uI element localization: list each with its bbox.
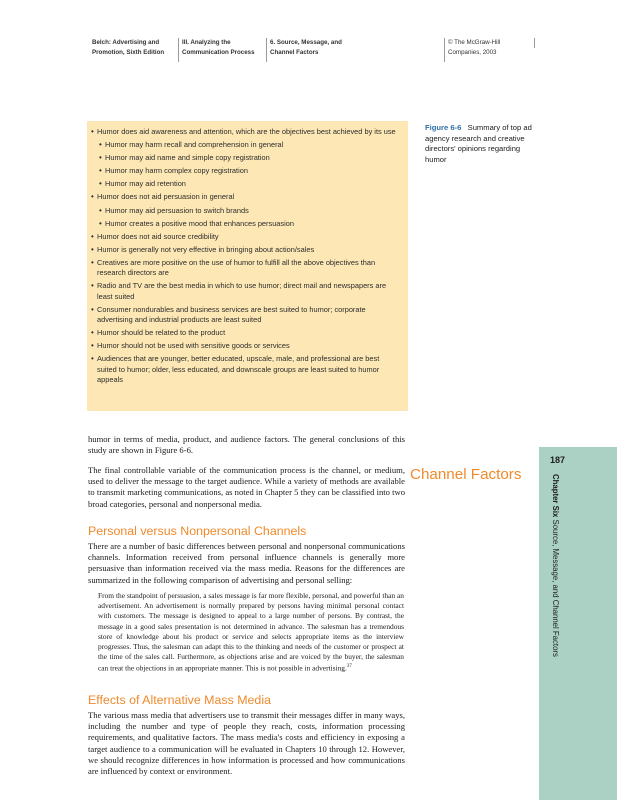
bullet-icon: • [91, 281, 94, 291]
header-chapter-title-line1: 6. Source, Message, and [270, 39, 342, 46]
paragraph-channel-intro: The final controllable variable of the communication process is the channel, or medium, used to deliver the message to the target audience. While a variety of methods are available to transmit marketing communications, as noted in Chapter 5 they can be classified into two broad categories, personal and nonpersonal media. [88, 465, 405, 509]
bullet-icon: • [91, 354, 94, 364]
page-number: 187 [550, 455, 566, 465]
figure-number: Figure 6-6 [425, 123, 462, 132]
humor-summary-list [87, 121, 408, 385]
paragraph-mass-media: The various mass media that advertisers use to transmit their messages differ in many ways, including the number and type of people they reach, costs, information processing requirements, and qualitative factors. The mass media's costs and efficiency in exposing a target audience to a communication will be evaluated in Chapters 10 through 12. However, we should recognize differences in how information is processed and how communications are influenced by context or environment. [88, 710, 405, 777]
summary-item [87, 328, 397, 338]
bullet-icon: • [91, 341, 94, 351]
blockquote-personal-selling [98, 591, 404, 674]
summary-item-text: Radio and TV are the best media in which to use humor; direct mail and newspapers are least suited [97, 281, 387, 301]
chapter-label: Chapter Six [551, 474, 560, 518]
summary-item [87, 258, 397, 279]
blockquote-text: From the standpoint of persuasion, a sales message is far more flexible, personal, and powerful than an advertisement. An advertisement is normally prepared by persons having minimal personal contact with customers. The message is designed to appeal to a large number of persons. By contrast, the message in a good sales presentation is not determined in advance. The salesman has a tremendous store of knowledge about his product or service and selects appropriate items as the interview progresses. Thus, the salesman can adapt this to the thinking and needs of the customer or prospect at the time of the sales call. Furthermore, as objections arise and are voiced by the buyer, the salesman can treat the objections in an appropriate manner. This is not possible in advertising. [98, 591, 404, 673]
summary-item-text: Humor is generally not very effective in bringing about action/sales [97, 244, 315, 254]
summary-item-text: Humor does not aid source credibility [97, 231, 219, 241]
summary-item [87, 354, 397, 385]
summary-subitem [87, 166, 397, 176]
header-copyright-line1: © The McGraw-Hill [448, 39, 501, 46]
bullet-icon: • [91, 257, 94, 267]
humor-summary-box [87, 121, 408, 411]
paragraph-humor-conclusion: humor in terms of media, product, and audience factors. The general conclusions of this study are shown in Figure 6-6. [88, 434, 405, 456]
header-book-title [88, 38, 174, 62]
header-copyright-line2: Companies, 2003 [448, 49, 497, 56]
margin-heading-channel-factors: Channel Factors [410, 466, 522, 483]
bullet-icon: • [91, 328, 94, 338]
heading-personal-vs-nonpersonal: Personal versus Nonpersonal Channels [88, 524, 307, 538]
summary-item-text: Consumer nondurables and business services are best suited to humor; corporate advertising and industrial products are least suited [97, 304, 366, 325]
summary-item-text: Humor should be related to the product [97, 328, 226, 338]
header-part-title-line1: III. Analyzing the [182, 39, 231, 46]
summary-item [87, 232, 397, 242]
bullet-icon: • [91, 231, 94, 241]
paragraph-personal-channels: There are a number of basic differences between personal and nonpersonal communications channels. Information received from personal influence channels is generally more persuasive than information received via the mass media. Reasons for the differences are summarized in the following comparison of advertising and personal selling: [88, 541, 405, 585]
blockquote-footnote-ref: 37 [346, 664, 352, 670]
header-end-divider [534, 38, 535, 48]
summary-subitem [87, 206, 397, 216]
summary-item [87, 245, 397, 255]
bullet-icon: • [99, 179, 102, 189]
summary-item-text: Audiences that are younger, better educated, upscale, male, and professional are best suited to humor; older, less educated, and downscale groups are least suited to humor appeals [97, 354, 380, 384]
running-header [88, 38, 535, 66]
bullet-icon: • [91, 127, 94, 136]
bullet-icon: • [99, 218, 102, 228]
summary-item-text: Humor may aid persuasion to switch brands [105, 205, 249, 215]
header-part-title-line2: Communication Process [182, 49, 255, 56]
figure-caption-text: Summary of top ad agency research and creative directors' opinions regarding humor [425, 123, 532, 164]
chapter-running-title [551, 474, 560, 774]
summary-subitem [87, 140, 397, 150]
header-book-title-line2: Promotion, Sixth Edition [92, 49, 165, 56]
summary-item [87, 281, 397, 302]
header-chapter-title-line2: Channel Factors [270, 49, 319, 56]
bullet-icon: • [91, 304, 94, 314]
summary-item-text: Creatives are more positive on the use of humor to fulfill all the above objectives than research directors are [97, 257, 376, 278]
bullet-icon: • [99, 140, 102, 150]
heading-mass-media-effects: Effects of Alternative Mass Media [88, 693, 271, 707]
chapter-title: Source, Message, and Channel Factors [551, 519, 560, 657]
bullet-icon: • [99, 166, 102, 176]
header-chapter-title [266, 38, 440, 62]
bullet-icon: • [91, 244, 94, 254]
summary-item [87, 305, 397, 326]
bullet-icon: • [99, 153, 102, 163]
summary-subitem [87, 179, 397, 189]
summary-subitem [87, 219, 397, 229]
summary-item-text: Humor creates a positive mood that enhances persuasion [105, 218, 294, 228]
summary-item [87, 341, 397, 351]
bullet-icon: • [99, 205, 102, 215]
summary-subitem [87, 153, 397, 163]
summary-item [87, 127, 397, 137]
summary-item-text: Humor may harm complex copy registration [105, 166, 248, 176]
bullet-icon: • [91, 192, 94, 202]
summary-item-text: Humor may aid name and simple copy registration [105, 153, 270, 163]
summary-item-text: Humor may harm recall and comprehension in general [105, 140, 284, 150]
summary-item-text: Humor does not aid persuasion in general [97, 192, 235, 202]
header-copyright [444, 38, 528, 62]
summary-item-text: Humor does aid awareness and attention, which are the objectives best achieved by its use [97, 127, 396, 136]
header-part-title [178, 38, 272, 62]
summary-item-text: Humor may aid retention [105, 179, 186, 189]
header-book-title-line1: Belch: Advertising and [92, 39, 160, 46]
figure-caption [425, 123, 540, 165]
summary-item [87, 192, 397, 202]
summary-item-text: Humor should not be used with sensitive goods or services [97, 341, 290, 351]
